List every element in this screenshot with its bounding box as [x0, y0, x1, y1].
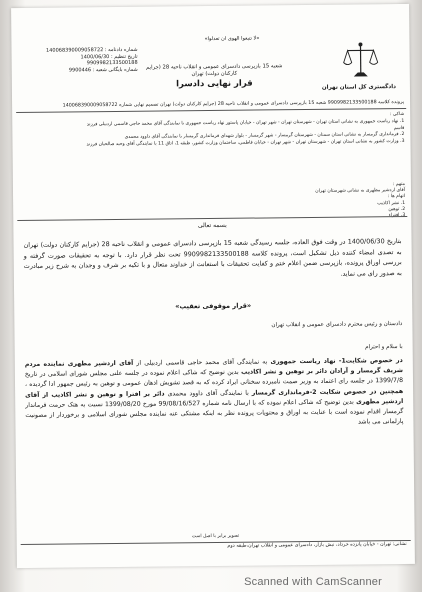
- case-number: 9909982133500188: [86, 59, 138, 67]
- certified-copy-note: تصویر برابر با اصل است: [192, 533, 240, 540]
- emphasis-text: آقای اردشیر مطهری نماینده مردم شریف گرمسار و آرادان دائر بر توهین و نشر اکاذیب: [24, 359, 403, 376]
- complainant-line: 2. فرمانداری گرمسار به نشانی استان سمنان - شهرستان گرمسار - شهر گرمسار - بلوار شهدای فرمانداری گرمسار با نمایندگی آقای داوود محمدی: [124, 132, 405, 141]
- body-paragraph: بتاریخ 1400/06/30 در وقت فوق العاده، جلسه رسیدگی شعبه 15 بازپرسی دادسرای عمومی و انقلاب ناحیه 28 (جرایم کارکنان دولت) تهران به تصدی امضاء کننده ذیل تشکیل است، پرونده کلاسه 9909982133500188 تحت نظر قرار دارد. با توجه به تحقیقات صورت گرفته و بررسی اوراق پرونده، بازپرسی ضمن اعلام ختم و کفایت تحقیقات با استعانت از خداوند متعال و با تکیه بر شرف و وجدان به شرح زیر مبادرت به صدور رای می نماید.: [23, 237, 402, 278]
- body-text: با نمایندگی آقای داوود محمدی: [164, 389, 252, 398]
- accused-line: 3. افتراء: [388, 212, 406, 219]
- branch-name: شعبه 15 بازپرسی دادسرای عمومی و انقلاب ناحیه 28 (جرایم: [146, 63, 283, 71]
- body-text: بدین توضیح که شاکی اعلام نموده که با ارسال نامه شماره 99/08/16/527 مورخ 1399/08/20 نسبت به هتک حرمت فرماندار گرمسار اقدام نموده است با عنایت به اوراق و محتویات پرونده نظر به اینکه مشتکی عنه نماینده مجلس شورای اسلامی و برخوردار از مصونیت پارلمانی می باشد: [25, 398, 404, 426]
- slogan: «لا تتبعوا الهوی ان تعدلوا»: [204, 35, 260, 43]
- complainant-line: 3. وزارت کشور به نشانی استان تهران - شهرستان تهران - شهر تهران - خیابان فاطمی، ساختمان وزارت کشور، طبقه 1، اتاق 11 با نمایندگی آقای وحید صالحیان فرزند: [86, 139, 405, 148]
- accused-line: متهم :: [392, 181, 405, 188]
- document-title: قرار نهایی دادسرا: [176, 78, 253, 90]
- branch-name-line2: کارکنان دولت) تهران: [191, 70, 238, 78]
- complainant-line: قاسم: [393, 125, 405, 131]
- iran-emblem-icon: [341, 40, 379, 80]
- greeting: با سلام و احترام: [365, 344, 403, 351]
- issue-date: تاریخ تنظیم : 1400/06/30: [80, 53, 138, 60]
- recipient: دادستان و رئیس محترم دادسرای عمومی و انقلاب تهران: [271, 321, 403, 329]
- reference-line: پرونده کلاسه 9909982133500188 شعبه 15 بازپرسی دادسرای عمومی و انقلاب ناحیه 28 (جرایم کارکنان دولت) تهران تصمیم نهایی شماره 140068390009058722: [62, 99, 405, 109]
- case-metadata: [17, 47, 137, 75]
- accused-line: آقای اردشیر مطهری به نشانی شهرستان تهران: [315, 188, 406, 195]
- besmellah-heading: بسمه تعالی: [197, 221, 227, 230]
- accused-line: 2. توهین: [388, 206, 406, 212]
- accused-line: اتهام ها :: [387, 194, 406, 200]
- camscanner-watermark: Scanned with CamScanner: [244, 576, 382, 588]
- document-page: [11, 4, 415, 568]
- organization-name: دادگستری کل استان تهران: [321, 84, 397, 91]
- complainant-line: 1. نهاد ریاست جمهوری به نشانی استان تهران - شهرستان تهران - شهر تهران - خیابان پاستور نهاد ریاست جمهوری با نمایندگی آقای محمد حاجی قاسمی اردبیلی فرزند: [86, 118, 405, 128]
- branch-header: [132, 63, 297, 89]
- archive-number: شماره بایگانی شعبه : 9900446: [68, 66, 138, 74]
- accused-line: 1. نشر اکاذیب: [377, 200, 406, 206]
- judgment-number: شماره دادنامه : 140068390009058722: [46, 46, 138, 54]
- decision-title: «قرار موقوفی تعقیب»: [175, 301, 252, 311]
- emphasis-text: همچنین در خصوص شکایت 2-فرمانداری گرمسار: [251, 387, 404, 397]
- office-address: نشانی: تهران - خیابان پانزده خرداد، نبش بازار، دادسرای عمومی و انقلاب تهران،طبقه دوم: [227, 541, 407, 549]
- body-text: بدین توضیح که شاکی اعلام نموده در جلسه علنی مجلس شورای اسلامی در تاریخ 1399/7/8 در جلسه رای اعتماد به وزیر صمت نامبرده سخنانی ایراد کرده که به قصد تشویش اذهان عمومی و توهین به رئیس جمهور ادا گردیده ،: [24, 368, 404, 389]
- complainant-line: شاکی :: [389, 111, 405, 118]
- emphasis-text: دائر بر افترا و توهین و نشر اکاذیب از آقای اردشیر مطهری: [25, 390, 404, 406]
- complainants-section: [18, 112, 404, 150]
- emphasis-text: در خصوص شکایت1- نهاد ریاست جمهوری: [270, 357, 403, 366]
- decision-body: [25, 356, 404, 431]
- body-text: به نمایندگی آقای محمد حاجی قاسمی اردبیلی از: [133, 358, 271, 367]
